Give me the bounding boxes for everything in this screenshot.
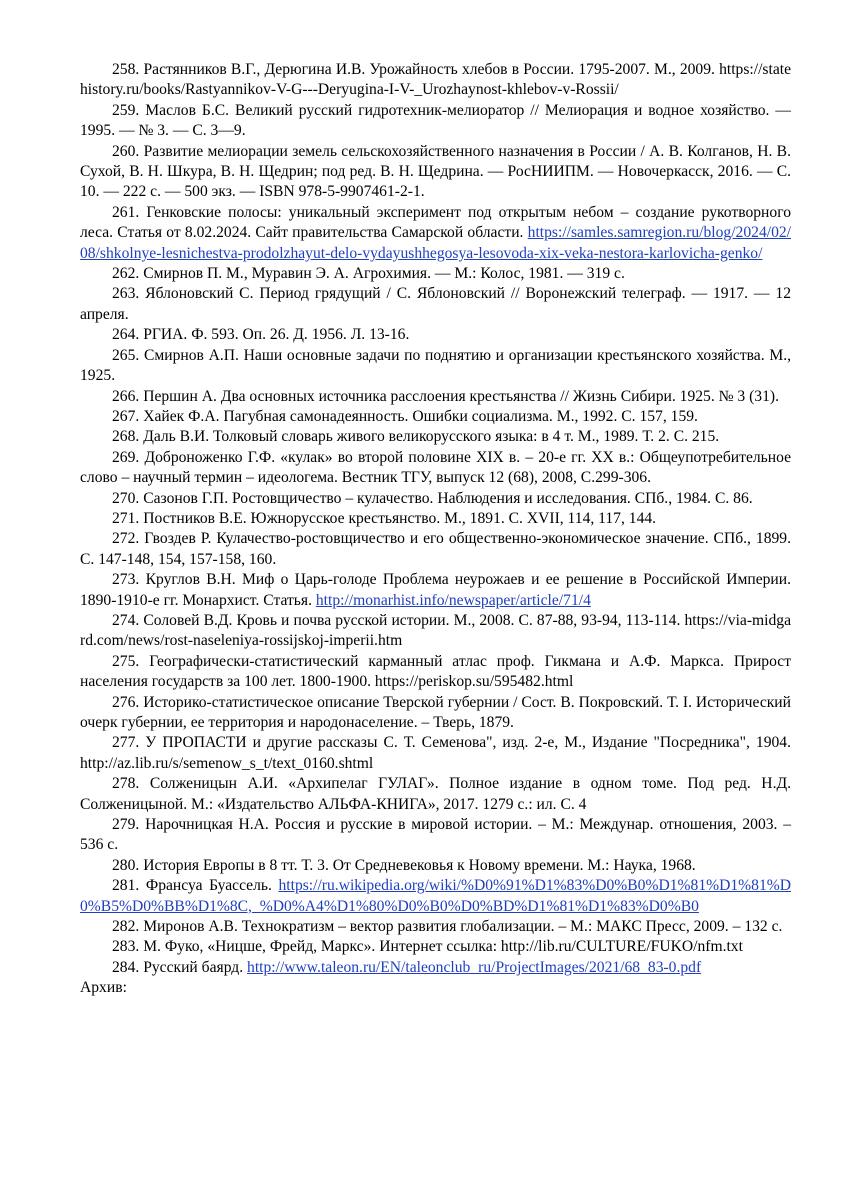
- reference-text: Даль В.И. Толковый словарь живого великорусского языка: в 4 т. М., 1989. Т. 2. С. 215.: [143, 428, 720, 446]
- reference-text: У ПРОПАСТИ и другие рассказы С. Т. Семенова", изд. 2-е, М., Издание "Посредника", 1904. http://az.lib.ru/s/semenow_s_t/text_0160.shtml: [80, 734, 792, 772]
- reference-number: 269.: [112, 448, 145, 466]
- reference-text: Географически-статистический карманный атлас проф. Гикмана и А.Ф. Маркса. Прирост населения государств за 100 лет. 1800-1900. https://periskop.su/595482.html: [80, 652, 792, 691]
- reference-link[interactable]: https://ru.wikipedia.org/wiki/%D0%91%D1%83%D0%B0%D1%81%D1%81%D0%B5%D0%BB%D1%8C,_%D0%A4%D1%80%D0%B0%D0%BD%D1%81%D1%83%D0%B0: [80, 877, 791, 915]
- reference-entry: [80, 529, 791, 570]
- reference-list: [80, 60, 791, 999]
- reference-number: 280.: [112, 856, 144, 874]
- reference-text: РГИА. Ф. 593. Оп. 26. Д. 1956. Л. 13-16.: [143, 326, 410, 344]
- reference-entry: [80, 815, 791, 856]
- archive-label: Архив:: [80, 979, 127, 997]
- reference-number: 278.: [112, 775, 150, 793]
- reference-number: 263.: [112, 285, 146, 303]
- reference-entry: [80, 387, 791, 407]
- reference-text: Развитие мелиорации земель сельскохозяйственного назначения в России / А. В. Колганов, Н. В. Сухой, В. Н. Шкура, В. Н. Щедрин; под ред. В. Н. Щедрина. — РосНИИПМ. — Новочеркасск, 2016. — С. 10. — 222 с. — 500 экз. — ISBN 978-5-9907461-2-1.: [80, 142, 791, 201]
- reference-number: 275.: [112, 652, 150, 670]
- reference-text: Сазонов Г.П. Ростовщичество – кулачество. Наблюдения и исследования. СПб., 1984. С. 86.: [143, 489, 753, 507]
- reference-entry: [80, 142, 791, 203]
- reference-number: 272.: [112, 530, 145, 548]
- reference-entry: [80, 264, 791, 284]
- reference-text: Маслов Б.С. Великий русский гидротехник-мелиоратор // Мелиорация и водное хозяйство. — 1995. — № 3. — С. 3—9.: [80, 101, 792, 140]
- reference-entry: [80, 407, 791, 427]
- reference-link[interactable]: http://www.taleon.ru/EN/taleonclub_ru/ProjectImages/2021/68_83-0.pdf: [247, 958, 702, 976]
- reference-entry: [80, 427, 791, 447]
- reference-number: 266.: [112, 387, 144, 405]
- reference-text: Солженицын А.И. «Архипелаг ГУЛАГ». Полное издание в одном томе. Под ред. Н.Д. Солженицыной. М.: «Издательство АЛЬФА-КНИГА», 2017. 1279 с.: ил. С. 4: [80, 775, 791, 813]
- reference-text: Смирнов П. М., Муравин Э. А. Агрохимия. — М.: Колос, 1981. — 319 с.: [143, 265, 625, 283]
- reference-entry: [80, 958, 791, 978]
- reference-number: 282.: [112, 918, 144, 936]
- reference-text: Доброноженко Г.Ф. «кулак» во второй половине XIX в. – 20-е гг. XX в.: Общеупотребительное слово – научный термин – идеологема. Вестник ТГУ, выпуск 12 (68), 2008, С.299-306.: [80, 448, 792, 487]
- reference-entry: [80, 346, 791, 387]
- reference-entry: [80, 60, 791, 101]
- reference-number: 271.: [112, 509, 144, 527]
- reference-number: 279.: [112, 816, 146, 834]
- reference-number: 270.: [112, 489, 144, 507]
- reference-text: Соловей В.Д. Кровь и почва русской истории. М., 2008. С. 87-88, 93-94, 113-114. https://via-midgard.com/news/rost-naseleniya-rossijskoj-imperii.htm: [80, 611, 791, 650]
- reference-entry: [80, 448, 791, 489]
- reference-number: 265.: [112, 346, 144, 364]
- reference-number: 258.: [112, 61, 144, 78]
- reference-text: Миронов А.В. Технократизм – вектор развития глобализации. – М.: МАКС Пресс, 2009. – 132 с.: [143, 918, 783, 936]
- reference-number: 261.: [112, 203, 147, 221]
- reference-text: Смирнов А.П. Наши основные задачи по поднятию и организации крестьянского хозяйства. М., 1925.: [80, 346, 791, 385]
- reference-number: 262.: [112, 265, 144, 283]
- reference-entry: [80, 203, 791, 264]
- reference-entry: [80, 733, 791, 774]
- reference-text: Першин А. Два основных источника расслоения крестьянства // Жизнь Сибири. 1925. № 3 (31).: [143, 387, 779, 405]
- reference-number: 264.: [112, 326, 144, 344]
- reference-link[interactable]: http://monarhist.info/newspaper/article/71/4: [315, 591, 591, 609]
- reference-text: Постников В.Е. Южнорусское крестьянство. М., 1891. С. XVII, 114, 117, 144.: [143, 509, 657, 527]
- reference-entry: [80, 325, 791, 345]
- reference-text: Круглов В.Н. Миф о Царь-голоде Проблема неурожаев и ее решение в Российской Империи. 1890-1910-е гг. Монархист. Статья.: [80, 571, 792, 609]
- reference-number: 277.: [112, 734, 146, 752]
- reference-number: 267.: [112, 407, 144, 425]
- reference-number: 281.: [112, 877, 146, 895]
- reference-entry: [80, 652, 791, 693]
- reference-entry: [80, 509, 791, 529]
- reference-number: 273.: [112, 571, 146, 589]
- reference-entry: [80, 101, 791, 142]
- reference-entry: [80, 876, 791, 917]
- reference-entry: [80, 570, 791, 611]
- reference-text: Гвоздев Р. Кулачество-ростовщичество и его общественно-экономическое значение. СПб., 1899. С. 147-148, 154, 157-158, 160.: [80, 530, 791, 568]
- reference-entry: [80, 284, 791, 325]
- reference-text: Франсуа Буассель.: [145, 877, 279, 895]
- reference-text: Растянников В.Г., Дерюгина И.В. Урожайность хлебов в России. 1795-2007. М., 2009. https://statehistory.ru/books/Rastyannikov-V-G---Deryugina-I-V-_Urozhaynost-khlebov-v-Rossii/: [80, 61, 791, 99]
- reference-text: Русский баярд.: [143, 958, 248, 976]
- reference-text: М. Фуко, «Ницше, Фрейд, Маркс». Интернет ссылка: http://lib.ru/CULTURE/FUKO/nfm.txt: [143, 938, 743, 956]
- reference-number: 283.: [112, 938, 144, 956]
- reference-number: 276.: [112, 693, 144, 711]
- reference-number: 284.: [112, 958, 144, 976]
- reference-entry: [80, 917, 791, 937]
- reference-text: Историко-статистическое описание Тверской губернии / Сост. В. Покровский. Т. I. Исторический очерк губернии, ее территория и народонаселение. – Тверь, 1879.: [80, 693, 792, 731]
- reference-text: Генковские полосы: уникальный эксперимент под открытым небом – создание рукотворного леса. Статья от 8.02.2024. Сайт правительства Самарской области.: [80, 203, 792, 242]
- reference-number: 260.: [112, 142, 144, 160]
- reference-number: 268.: [112, 428, 144, 446]
- reference-link[interactable]: https://samles.samregion.ru/blog/2024/02/08/shkolnye-lesnichestva-prodolzhayut-delo-vydayushhegosya-lesovoda-xix-veka-nestora-karlovicha-genko/: [80, 224, 791, 262]
- reference-text: Яблоновский С. Период грядущий / С. Яблоновский // Воронежский телеграф. — 1917. — 12 апреля.: [80, 285, 791, 323]
- reference-entry: [80, 774, 791, 815]
- reference-entry: [80, 856, 791, 876]
- reference-text: История Европы в 8 тт. Т. 3. От Средневековья к Новому времени. М.: Наука, 1968.: [143, 856, 696, 874]
- reference-entry: [80, 611, 791, 652]
- reference-entry: [80, 489, 791, 509]
- reference-number: 274.: [112, 611, 144, 629]
- reference-text: Нарочницкая Н.А. Россия и русские в мировой истории. – М.: Междунар. отношения, 2003. – 536 с.: [80, 816, 791, 854]
- reference-entry: [80, 693, 791, 734]
- reference-entry: [80, 937, 791, 957]
- reference-number: 259.: [112, 101, 146, 119]
- reference-text: Хайек Ф.А. Пагубная самонадеянность. Ошибки социализма. М., 1992. С. 157, 159.: [143, 407, 698, 425]
